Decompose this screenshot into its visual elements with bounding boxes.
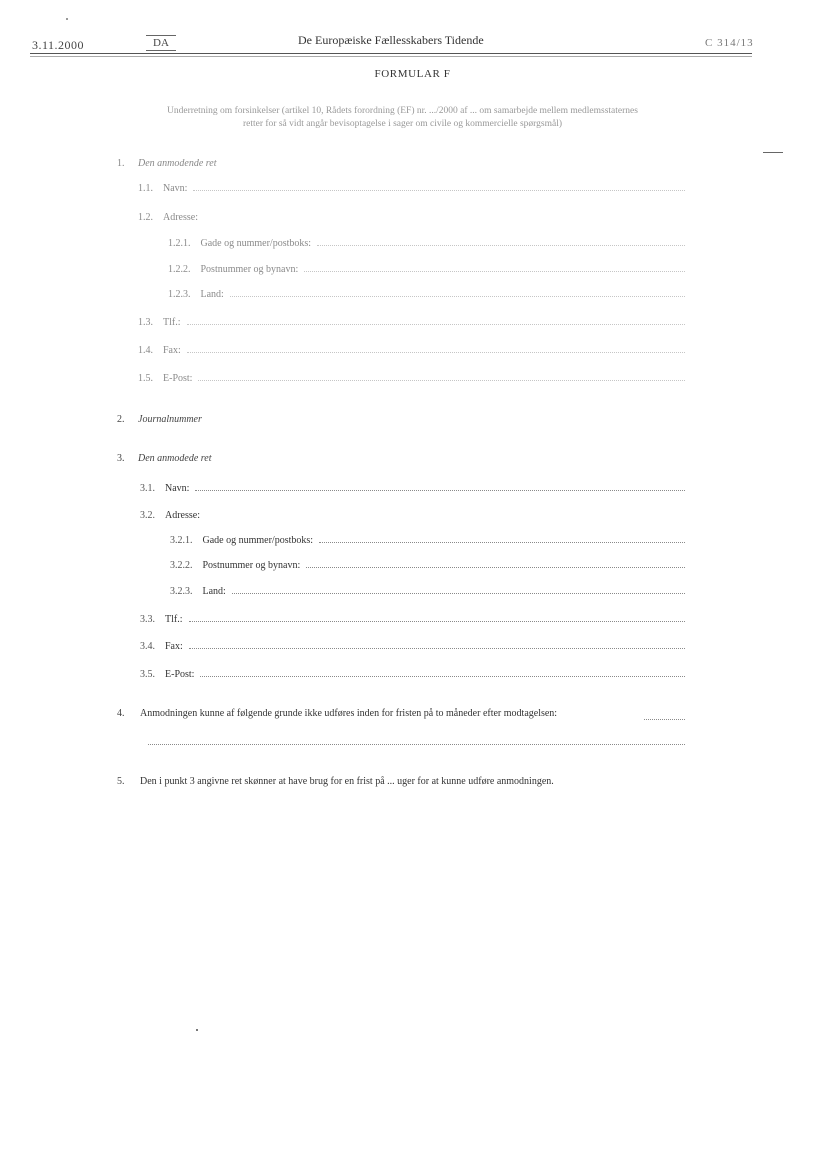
fill-line bbox=[200, 676, 685, 677]
field-number: 1.2.1. bbox=[168, 238, 191, 249]
field-label: Land: bbox=[200, 289, 224, 300]
field-label: Fax: bbox=[165, 641, 183, 652]
field-number: 3.2. bbox=[140, 510, 155, 521]
fill-line bbox=[230, 296, 685, 297]
section-1-number: 1. bbox=[117, 158, 125, 169]
section-3-number: 3. bbox=[117, 453, 125, 464]
scan-speck bbox=[196, 1029, 198, 1031]
field-1-2-3-country[interactable] bbox=[168, 286, 685, 300]
field-3-2-2-postcode[interactable] bbox=[170, 557, 685, 571]
fill-line bbox=[187, 352, 685, 353]
section-4-fill-line-1[interactable] bbox=[644, 719, 685, 720]
field-label: Land: bbox=[202, 586, 226, 597]
section-4-text: Anmodningen kunne af følgende grunde ikke udføres inden for fristen på to måneder efter modtagelsen: bbox=[140, 708, 558, 719]
section-5-text: Den i punkt 3 angivne ret skønner at have brug for en frist på ... uger for at kunne udføre anmodningen. bbox=[140, 776, 554, 787]
fill-line bbox=[193, 190, 685, 191]
field-3-2-1-street[interactable] bbox=[170, 532, 685, 546]
form-title: FORMULAR F bbox=[374, 68, 451, 80]
fill-line bbox=[189, 621, 686, 622]
field-number: 3.4. bbox=[140, 641, 155, 652]
field-label: Navn: bbox=[165, 483, 190, 494]
field-label: Postnummer og bynavn: bbox=[202, 560, 301, 571]
fill-line bbox=[317, 245, 685, 246]
field-1-4-fax[interactable] bbox=[138, 342, 685, 356]
field-label: Adresse: bbox=[163, 212, 198, 223]
field-1-5-email[interactable] bbox=[138, 370, 685, 384]
fill-line bbox=[232, 593, 685, 594]
margin-mark bbox=[763, 152, 783, 153]
field-number: 3.1. bbox=[140, 483, 155, 494]
field-label: Gade og nummer/postboks: bbox=[200, 238, 312, 249]
fill-line bbox=[319, 542, 685, 543]
section-4-number: 4. bbox=[117, 708, 125, 719]
field-number: 3.2.1. bbox=[170, 535, 193, 546]
fill-line bbox=[304, 271, 685, 272]
header-rule bbox=[30, 53, 752, 54]
field-label: E-Post: bbox=[163, 373, 193, 384]
field-number: 1.5. bbox=[138, 373, 153, 384]
field-number: 1.2.3. bbox=[168, 289, 191, 300]
field-number: 1.1. bbox=[138, 183, 153, 194]
header-rule-secondary bbox=[30, 56, 752, 57]
field-1-1-name[interactable] bbox=[138, 180, 685, 194]
field-label: Navn: bbox=[163, 183, 188, 194]
field-label: Tlf.: bbox=[163, 317, 181, 328]
fill-line bbox=[189, 648, 685, 649]
fill-line bbox=[187, 324, 686, 325]
field-label: Tlf.: bbox=[165, 614, 183, 625]
journal-title: De Europæiske Fællesskabers Tidende bbox=[298, 33, 484, 47]
field-3-4-fax[interactable] bbox=[140, 638, 685, 652]
field-number: 3.3. bbox=[140, 614, 155, 625]
field-number: 1.2.2. bbox=[168, 264, 191, 275]
field-label: E-Post: bbox=[165, 669, 195, 680]
field-number: 1.3. bbox=[138, 317, 153, 328]
field-3-5-email[interactable] bbox=[140, 666, 685, 680]
field-1-2-1-street[interactable] bbox=[168, 235, 685, 249]
field-label: Gade og nummer/postboks: bbox=[202, 535, 314, 546]
language-code: DA bbox=[146, 35, 176, 51]
field-1-2-2-postcode[interactable] bbox=[168, 261, 685, 275]
publication-date: 3.11.2000 bbox=[32, 38, 85, 52]
section-2-title: Journalnummer bbox=[138, 414, 202, 425]
field-label: Fax: bbox=[163, 345, 181, 356]
fill-line bbox=[195, 490, 685, 491]
field-number: 3.5. bbox=[140, 669, 155, 680]
scan-speck bbox=[66, 18, 68, 20]
section-3-title: Den anmodede ret bbox=[138, 453, 212, 464]
field-1-3-phone[interactable] bbox=[138, 314, 685, 328]
intro-line-1: Underretning om forsinkelser (artikel 10, Rådets forordning (EF) nr. .../2000 af ... om samarbejde mellem medlemsstaternes bbox=[167, 106, 638, 116]
field-3-3-phone[interactable] bbox=[140, 611, 685, 625]
page-reference: C 314/13 bbox=[705, 37, 754, 49]
field-1-2-address bbox=[138, 209, 685, 223]
field-number: 1.2. bbox=[138, 212, 153, 223]
section-2-number: 2. bbox=[117, 414, 125, 425]
section-5-number: 5. bbox=[117, 776, 125, 787]
fill-line bbox=[198, 380, 685, 381]
fill-line bbox=[306, 567, 685, 568]
field-number: 1.4. bbox=[138, 345, 153, 356]
intro-line-2: retter for så vidt angår bevisoptagelse i sager om civile og kommercielle spørgsmål) bbox=[242, 119, 563, 129]
section-4-fill-line-2[interactable] bbox=[148, 744, 685, 745]
form-intro bbox=[115, 105, 690, 131]
field-label: Adresse: bbox=[165, 510, 200, 521]
field-label: Postnummer og bynavn: bbox=[200, 264, 299, 275]
field-3-1-name[interactable] bbox=[140, 480, 685, 494]
field-3-2-3-country[interactable] bbox=[170, 583, 685, 597]
field-number: 3.2.3. bbox=[170, 586, 193, 597]
field-number: 3.2.2. bbox=[170, 560, 193, 571]
section-1-title: Den anmodende ret bbox=[138, 158, 217, 169]
field-3-2-address bbox=[140, 507, 685, 521]
